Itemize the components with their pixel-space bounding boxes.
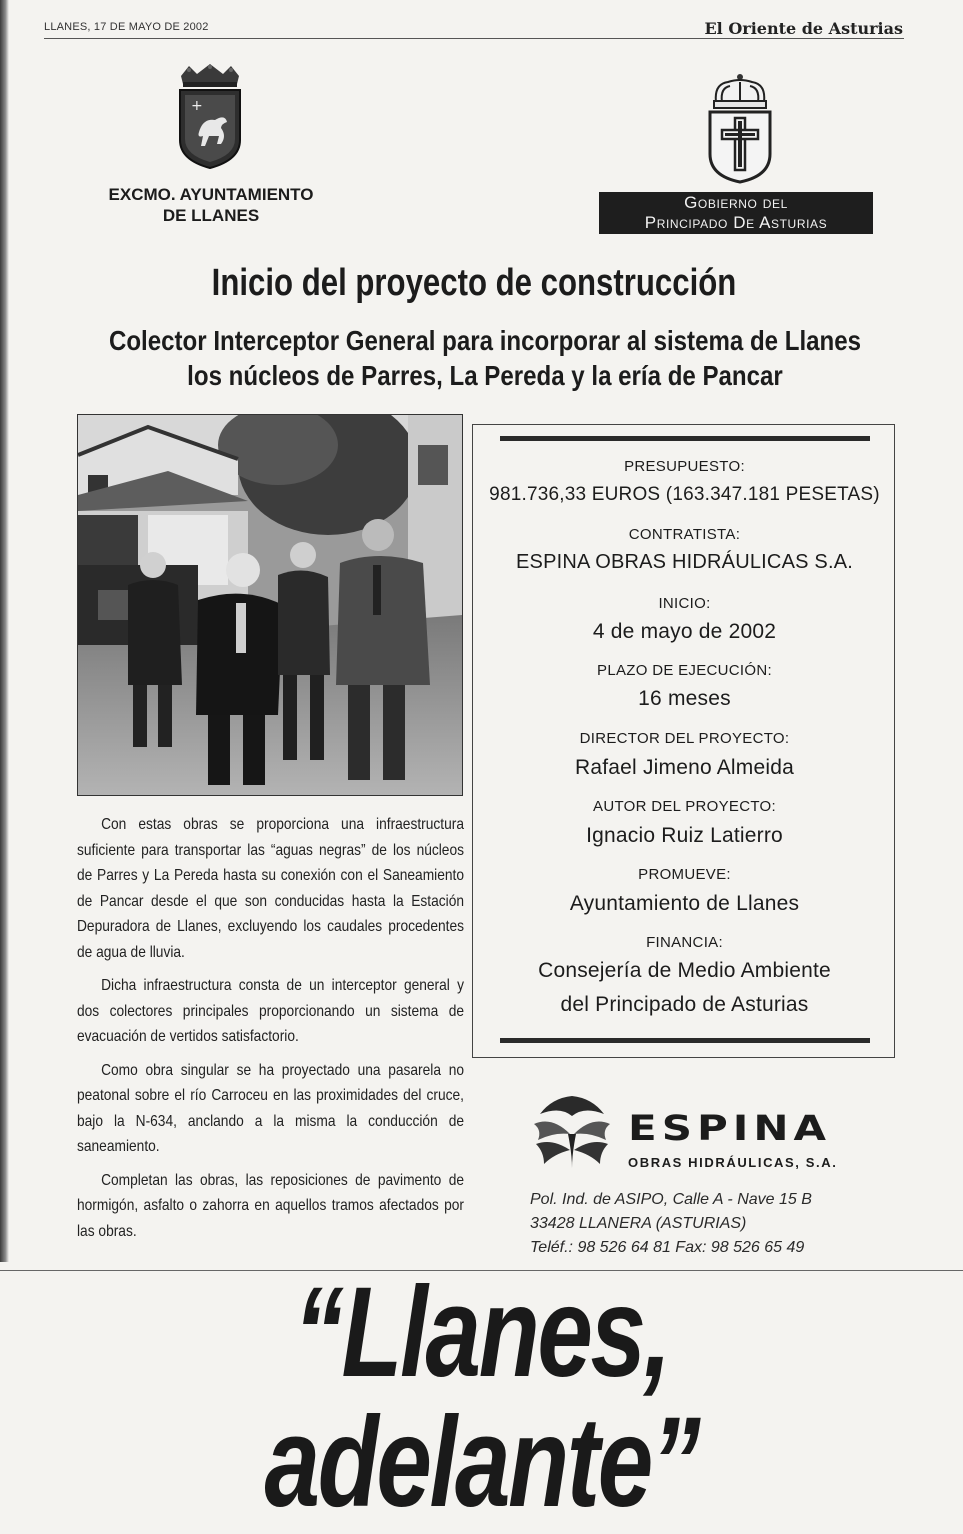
main-title: Inicio del proyecto de construcción — [211, 262, 737, 304]
header-rule — [44, 38, 904, 39]
newspaper-name: El Oriente de Asturias — [704, 19, 903, 38]
photo-scene — [78, 415, 462, 795]
dateline: LLANES, 17 DE MAYO DE 2002 — [44, 21, 209, 33]
plazo-value: 16 meses — [638, 687, 731, 710]
espina-address — [530, 1188, 812, 1260]
page-edge-shadow — [0, 0, 9, 1262]
contratista-value: ESPINA OBRAS HIDRÁULICAS S.A. — [515, 551, 853, 573]
plazo-label: PLAZO DE EJECUCIÓN: — [597, 662, 772, 679]
subtitle — [68, 323, 902, 393]
asturias-crest-icon — [700, 72, 780, 184]
article-body — [77, 812, 463, 1252]
director-label: DIRECTOR DEL PROYECTO: — [579, 730, 790, 747]
project-info-panel — [472, 424, 895, 1058]
presupuesto-label: PRESUPUESTO: — [624, 458, 745, 475]
contratista-label: CONTRATISTA: — [628, 526, 741, 543]
director-value: Rafael Jimeno Almeida — [575, 756, 794, 779]
news-photo — [77, 414, 463, 796]
paragraph-2: Dicha infraestructura consta de un interceptor general y dos colectores principales proporcionando un sistema de evacuación de vertidos satisfactorio. — [77, 977, 464, 1045]
svg-text:+: + — [191, 98, 203, 114]
gobierno-line2: Principado De Asturias — [644, 213, 828, 232]
financia-value-line2: del Principado de Asturias — [560, 993, 809, 1016]
autor-value: Ignacio Ruiz Latierro — [586, 824, 783, 847]
gobierno-line1: Gobierno del — [684, 193, 788, 212]
paragraph-4: Completan las obras, las reposiciones de pavimento de hormigón, asfalto o zahorra en aquellos tramos afectados por las obras. — [77, 1171, 464, 1240]
promueve-value: Ayuntamiento de Llanes — [569, 892, 800, 915]
panel-bottom-bar — [500, 1038, 870, 1043]
ayuntamiento-name: EXCMO. AYUNTAMIENTO DE LLANES — [108, 185, 314, 225]
autor-label: AUTOR DEL PROYECTO: — [593, 798, 776, 815]
inicio-value: 4 de mayo de 2002 — [592, 620, 777, 643]
financia-value-line1: Consejería de Medio Ambiente — [538, 959, 831, 982]
subtitle-line1: Colector Interceptor General para incorporar al sistema de Llanes — [108, 325, 862, 356]
presupuesto-value: 981.736,33 EUROS (163.347.181 PESETAS) — [489, 484, 880, 505]
panel-top-bar — [500, 436, 870, 441]
espina-subtitle: OBRAS HIDRÁULICAS, S.A. — [628, 1155, 838, 1170]
address-line2: 33428 LLANERA (ASTURIAS) — [530, 1215, 747, 1232]
subtitle-line2: los núcleos de Parres, La Pereda y la ería de Pancar — [187, 360, 783, 391]
address-line1: Pol. Ind. de ASIPO, Calle A - Nave 15 B — [530, 1191, 812, 1208]
llanes-crest-icon — [175, 62, 245, 172]
paragraph-3: Como obra singular se ha proyectado una pasarela no peatonal sobre el río Carroceu en las proximidades del cruce, bajo la N-634, anclando a la misma la conducción de saneamiento. — [77, 1061, 464, 1155]
paragraph-1: Con estas obras se proporciona una infraestructura suficiente para transportar las “aguas negras” de los núcleos de Parres y La Pereda hasta su conexión con el Saneamiento de Pancar desde el que son conducidas hasta la Estación Depuradora de Llanes, excluyendo los caudales procedentes de agua de lluvia. — [77, 816, 464, 961]
financia-label: FINANCIA: — [646, 934, 723, 951]
address-line3: Teléf.: 98 526 64 81 Fax: 98 526 65 49 — [530, 1239, 805, 1256]
slogan: “Llanes, adelante” — [264, 1261, 699, 1534]
espina-name: ESPINA — [628, 1108, 832, 1149]
inicio-label: INICIO: — [658, 595, 711, 612]
gobierno-asturias-label — [599, 192, 873, 234]
promueve-label: PROMUEVE: — [638, 866, 731, 883]
espina-leaf-icon — [532, 1094, 612, 1170]
